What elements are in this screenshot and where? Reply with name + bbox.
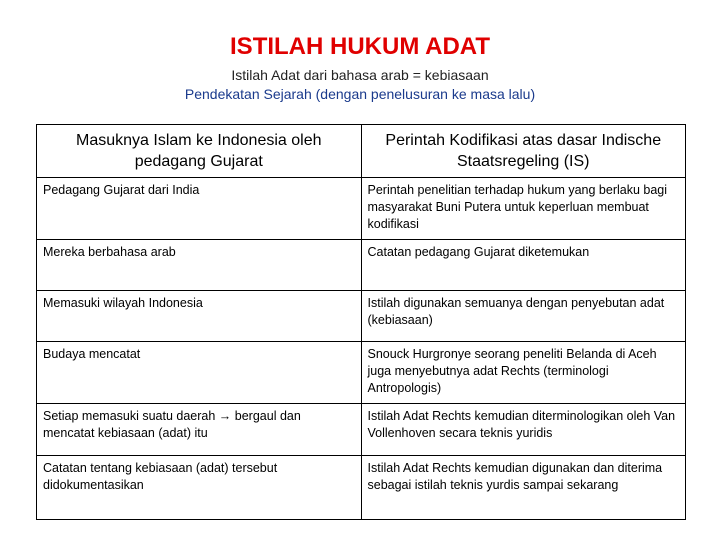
table-cell: Pedagang Gujarat dari India [37, 178, 362, 240]
header-kodifikasi-is: Perintah Kodifikasi atas dasar Indische Staatsregeling (IS) [361, 125, 686, 178]
table-cell: Setiap memasuki suatu daerah → bergaul dan mencatat kebiasaan (adat) itu [37, 404, 362, 456]
table-cell: Snouck Hurgronye seorang peneliti Belanda di Aceh juga menyebutnya adat Rechts (terminologi Antropologis) [361, 342, 686, 404]
header-islam-gujarat: Masuknya Islam ke Indonesia oleh pedagang Gujarat [37, 125, 362, 178]
table-row [37, 240, 686, 291]
table-row [37, 456, 686, 520]
table-row [37, 342, 686, 404]
subtitle-definition: Istilah Adat dari bahasa arab = kebiasaan [231, 67, 489, 83]
table-cell: Mereka berbahasa arab [37, 240, 362, 291]
table-cell: Catatan pedagang Gujarat diketemukan [361, 240, 686, 291]
page-title: ISTILAH HUKUM ADAT [230, 33, 490, 60]
table-cell: Istilah digunakan semuanya dengan penyebutan adat (kebiasaan) [361, 291, 686, 342]
table-cell: Perintah penelitian terhadap hukum yang berlaku bagi masyarakat Buni Putera untuk keperluan membuat kodifikasi [361, 178, 686, 240]
comparison-table [36, 124, 686, 520]
table-cell: Memasuki wilayah Indonesia [37, 291, 362, 342]
table-cell: Istilah Adat Rechts kemudian digunakan dan diterima sebagai istilah teknis yurdis sampai sekarang [361, 456, 686, 520]
table-header-row [37, 125, 686, 178]
table-cell: Catatan tentang kebiasaan (adat) tersebut didokumentasikan [37, 456, 362, 520]
table-cell: Istilah Adat Rechts kemudian diterminologikan oleh Van Vollenhoven secara teknis yuridis [361, 404, 686, 456]
subtitle-approach: Pendekatan Sejarah (dengan penelusuran ke masa lalu) [184, 86, 536, 102]
table-row [37, 291, 686, 342]
table-row [37, 178, 686, 240]
table-row [37, 404, 686, 456]
table-cell: Budaya mencatat [37, 342, 362, 404]
